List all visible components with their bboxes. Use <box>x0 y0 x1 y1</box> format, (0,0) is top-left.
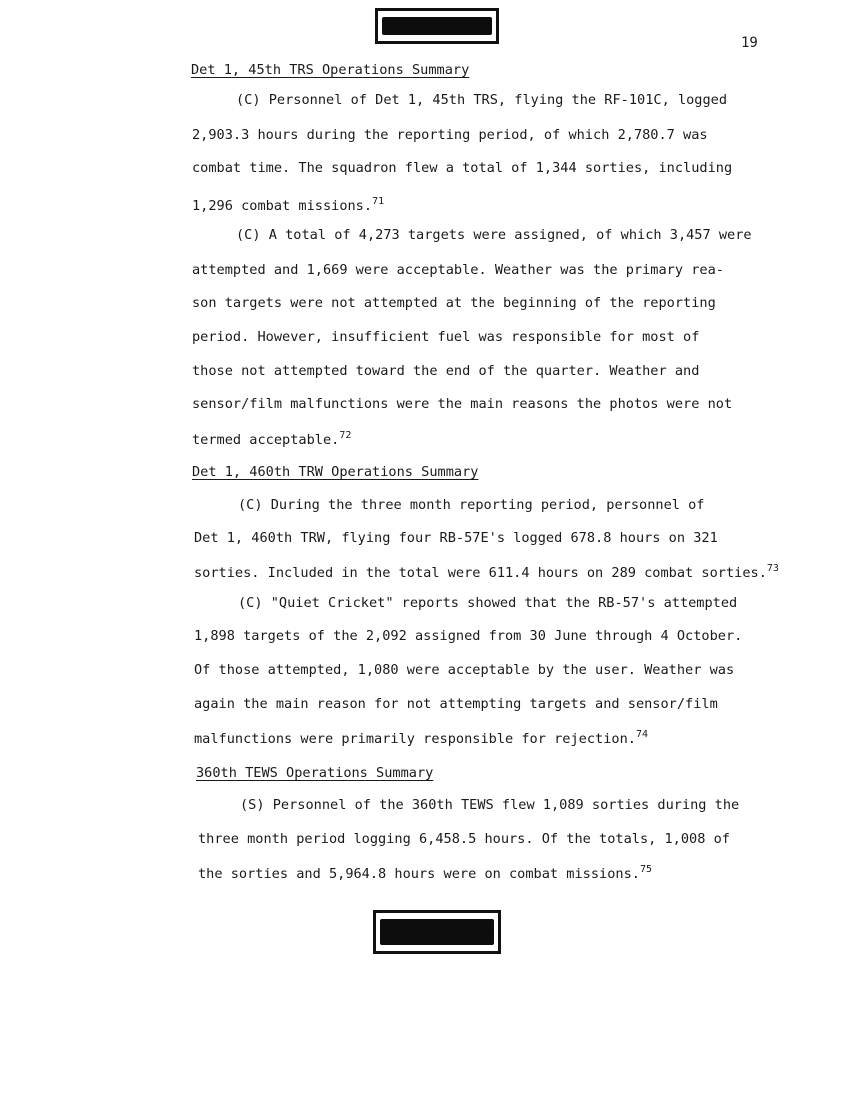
footnote-marker: 72 <box>339 430 352 441</box>
paragraph-line: three month period logging 6,458.5 hours. Of the totals, 1,008 of <box>198 831 730 847</box>
paragraph-line-with-footnote <box>192 430 351 448</box>
paragraph-line: 2,903.3 hours during the reporting period, of which 2,780.7 was <box>192 127 708 143</box>
paragraph-line: (C) During the three month reporting period, personnel of <box>238 497 705 513</box>
paragraph-line-with-footnote <box>198 864 652 882</box>
paragraph-line: sensor/film malfunctions were the main reasons the photos were not <box>192 396 733 412</box>
paragraph-line: Det 1, 460th TRW, flying four RB-57E's logged 678.8 hours on 321 <box>194 530 718 546</box>
paragraph-line-text: the sorties and 5,964.8 hours were on combat missions. <box>198 866 640 882</box>
paragraph-line: (C) "Quiet Cricket" reports showed that the RB-57's attempted <box>238 595 738 611</box>
paragraph-line-with-footnote <box>194 563 779 581</box>
paragraph-line: attempted and 1,669 were acceptable. Weather was the primary rea- <box>192 262 724 278</box>
paragraph-line: (C) A total of 4,273 targets were assigned, of which 3,457 were <box>236 227 752 243</box>
paragraph-line: those not attempted toward the end of the quarter. Weather and <box>192 363 700 379</box>
footnote-marker: 73 <box>766 563 779 574</box>
paragraph-line-text: 1,296 combat missions. <box>192 198 373 214</box>
paragraph-line: 1,898 targets of the 2,092 assigned from 30 June through 4 October. <box>194 628 743 644</box>
paragraph-line: period. However, insufficient fuel was responsible for most of <box>192 329 700 345</box>
paragraph-line: son targets were not attempted at the beginning of the reporting <box>192 295 716 311</box>
paragraph-line-text: sorties. Included in the total were 611.4 hours on 289 combat sorties. <box>194 565 767 581</box>
redaction-bar-top <box>382 17 492 35</box>
section-heading-360th-tews: 360th TEWS Operations Summary <box>196 765 434 781</box>
paragraph-line-with-footnote <box>192 196 384 214</box>
paragraph-line-text: termed acceptable. <box>192 432 340 448</box>
section-heading-45th-trs: Det 1, 45th TRS Operations Summary <box>191 62 470 78</box>
paragraph-line: (C) Personnel of Det 1, 45th TRS, flying the RF-101C, logged <box>236 92 728 108</box>
classification-stamp-top <box>375 8 499 44</box>
redaction-bar-bottom <box>380 919 494 945</box>
paragraph-line-text: malfunctions were primarily responsible for rejection. <box>194 731 636 747</box>
footnote-marker: 75 <box>639 864 652 875</box>
paragraph-line-with-footnote <box>194 729 648 747</box>
section-heading-460th-trw: Det 1, 460th TRW Operations Summary <box>192 464 479 480</box>
paragraph-line: combat time. The squadron flew a total of 1,344 sorties, including <box>192 160 733 176</box>
footnote-marker: 71 <box>372 196 385 207</box>
paragraph-line: Of those attempted, 1,080 were acceptable by the user. Weather was <box>194 662 735 678</box>
page-number: 19 <box>741 35 758 51</box>
classification-stamp-bottom <box>373 910 501 954</box>
paragraph-line: (S) Personnel of the 360th TEWS flew 1,089 sorties during the <box>240 797 740 813</box>
paragraph-line: again the main reason for not attempting targets and sensor/film <box>194 696 718 712</box>
footnote-marker: 74 <box>635 729 648 740</box>
